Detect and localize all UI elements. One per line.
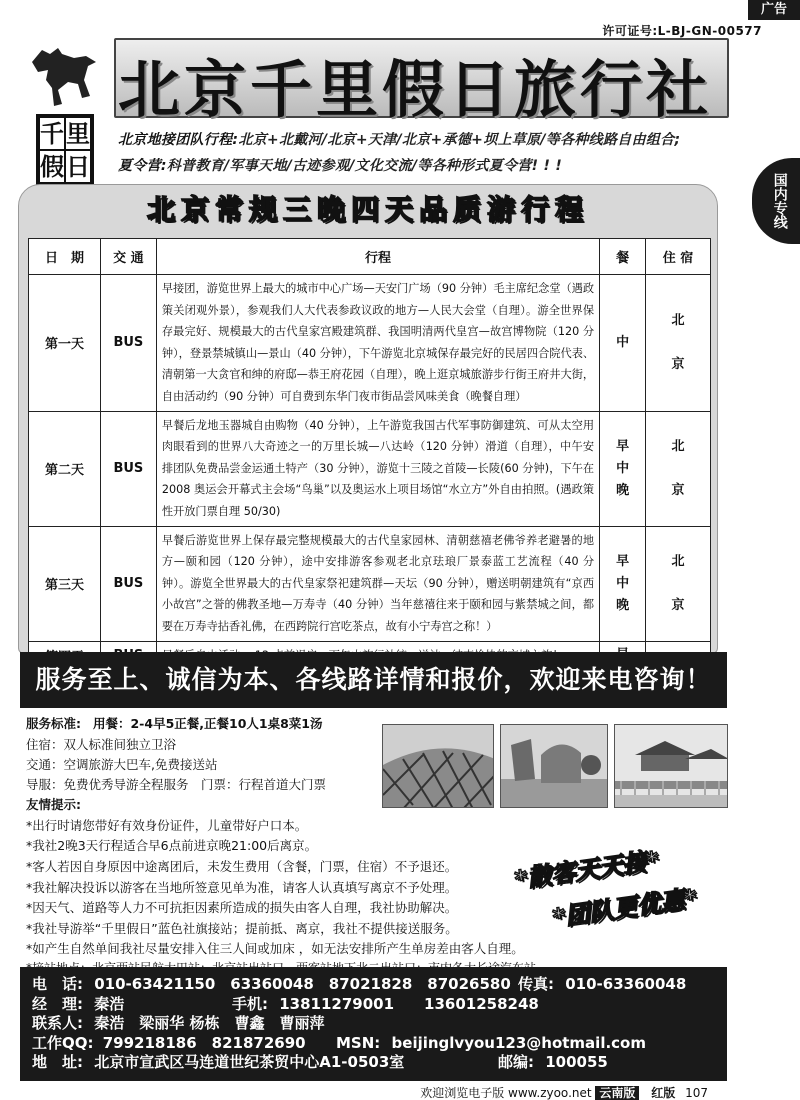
service-guide: 导服：免费优秀导游全程服务 门票：行程首道大门票 [26, 777, 327, 792]
footer-edition: 红版 [651, 1086, 676, 1100]
meals-cell: 早 中 晚 [600, 526, 646, 641]
ruins-photo [500, 724, 608, 808]
list-item: *我社导游举“千里假日”蓝色社旗接站；提前抵、离京，我社不提供接送服务。 [26, 921, 458, 936]
footer-browse-link[interactable]: 欢迎浏览电子版 www.zyoo.net [420, 1086, 592, 1100]
lodging-cell: 北 京 [646, 411, 711, 526]
day-cell: 第三天 [29, 526, 101, 641]
local-tour-routes: 北京+北戴河/北京+天津/北京+承德+坝上草原/等各种线路自由组合; [238, 132, 681, 148]
summer-camp-line [118, 155, 562, 175]
ad-tag: 广告 [748, 0, 800, 20]
header-transport: 交 通 [100, 239, 156, 275]
service-transport: 交通：空调旅游大巴车,免费接送站 [26, 757, 218, 772]
service-meal: 用餐：2-4早5正餐,正餐10人1桌8菜1汤 [92, 716, 323, 731]
logo-characters [36, 114, 94, 186]
stamp-daily-departure: *散客天天接* [513, 846, 661, 894]
service-lodging: 住宿：双人标准间独立卫浴 [26, 737, 177, 752]
local-tour-label: 北京地接团队行程: [118, 132, 239, 148]
contact-person-label: 联系人: [32, 1014, 83, 1032]
phone-numbers: 010-63421150 63360048 87021828 87026580 [94, 975, 511, 993]
table-row [29, 411, 711, 526]
table-header-row [29, 239, 711, 275]
address-label: 地 址: [32, 1053, 83, 1071]
day-cell: 第二天 [29, 411, 101, 526]
header-meals: 餐 [600, 239, 646, 275]
lodging-cell: 北 京 [646, 526, 711, 641]
mobile [232, 995, 539, 1015]
local-tour-line [118, 129, 680, 149]
zipcode-value: 100055 [545, 1053, 608, 1071]
company-logo [28, 40, 100, 188]
service-standard [26, 714, 323, 734]
zipcode [498, 1053, 608, 1073]
transport-cell: BUS [100, 526, 156, 641]
header-date: 日 期 [29, 239, 101, 275]
list-item: *我社解决投诉以游客在当地所签意见单为准，请客人认真填写离京不予处理。 [26, 880, 458, 895]
day-cell: 第一天 [29, 275, 101, 412]
palace-photo [614, 724, 728, 808]
transport-cell: BUS [100, 411, 156, 526]
list-item: *因天气、道路等人力不可抗拒因素所造成的损失由客人自理，我社协助解决。 [26, 900, 458, 915]
summer-camp-label: 夏令营: [118, 158, 167, 174]
list-item: *客人若因自身原因中途离团后，未发生费用（含餐，门票，住宿）不予退还。 [26, 859, 458, 874]
ruins-image [501, 725, 608, 808]
footer-region: 云南版 [595, 1086, 639, 1100]
photo-strip [382, 724, 728, 808]
itinerary-cell: 早接团，游览世界上最大的城市中心广场—天安门广场（90 分钟）毛主席纪念堂（遇政策关闭观外景），参观我们人大代表参政议政的地方—人民大会堂（自理）。游全世界保存最完好、规模最大的古代皇家宫殿建筑群、我国明清两代皇宫—故宫博物院（120 分钟），登景禁城镇山—景山（40 分钟），下午游览北京城保存最完好的民居四合院代表、清朝第一大贪官和绅的府邸—恭王府花园（自理），晚上逛京城旅游步行街王府井大街，自由活动约（90 分钟）可自费到东华门夜市街品尝风味美食（晚餐自理） [156, 275, 599, 412]
tips-label [26, 795, 81, 815]
logo-char: 日 [65, 150, 91, 183]
phone-label: 电 话: [32, 975, 83, 993]
manager-label: 经 理: [32, 994, 83, 1013]
msn [336, 1034, 646, 1054]
itinerary-cell: 早餐后游览世界上保存最完整规模最大的古代皇家园林、清朝慈禧老佛爷养老避暑的地方—颐和园（120 分钟），途中安排游客参观老北京珐琅厂景泰蓝工艺流程（40 分钟）。游览全世界最大的古代皇家祭祀建筑群—天坛（90 分钟），赠送明朝建筑有“京西小故宫”之誉的佛教圣地—万寿寺（40 分钟）当年慈禧往来于颐和园与紫禁城之间，都要在万寿寺拈香礼佛，在西跨院行宫吃茶点，故有小宁寿宫之称！） [156, 526, 599, 641]
qq-numbers: 799218186 821872690 [102, 1033, 306, 1052]
contact-person-names: 秦浩 梁丽华 杨栋 曹鑫 曹丽萍 [94, 1014, 325, 1032]
page-footer [420, 1084, 708, 1100]
summer-camp-types: 科普教育/军事天地/古迹参观/文化交流/等各种形式夏令营! ! ! [166, 158, 563, 174]
qq-label: 工作QQ: [32, 1033, 94, 1052]
msn-address[interactable]: beijinglvyou123@hotmail.com [391, 1033, 646, 1052]
logo-char: 千 [39, 117, 65, 150]
list-item: *如产生自然单间我社尽量安排入住三人间或加床 ，如无法安排所产生单房差由客人自理。 [26, 941, 524, 956]
logo-char: 假 [39, 150, 65, 183]
birds-nest-photo [382, 724, 494, 808]
contact-person-row [32, 1014, 715, 1034]
header-lodging: 住 宿 [646, 239, 711, 275]
mobile-numbers: 13811279001 13601258248 [279, 994, 539, 1013]
address-value: 北京市宣武区马连道世纪茶贸中心A1-0503室 [94, 1053, 405, 1071]
license-number: 许可证号:L-BJ-GN-00577 [602, 24, 762, 38]
im-row [32, 1034, 715, 1054]
phone-row [32, 975, 715, 995]
zipcode-label: 邮编: [498, 1053, 534, 1071]
meals-cell: 中 [600, 275, 646, 412]
table-row [29, 275, 711, 412]
company-name: 北京千里假日旅行社 [118, 53, 713, 126]
manager-row [32, 995, 715, 1015]
slogan-banner: 服务至上、诚信为本、各线路详情和报价，欢迎来电咨询！ [20, 652, 727, 708]
fax-number: 010-63360048 [565, 975, 687, 993]
horse-icon [28, 40, 100, 110]
itinerary-cell: 早餐后龙地玉器城自由购物（40 分钟），上午游览我国古代军事防御建筑、可从太空用肉眼看到的世界八大奇迹之一的万里长城—八达岭（120 分钟）滑道（自理），中午安排团队免费品尝金运通土特产（30 分钟），游览十三陵之首陵—长陵(60 分钟)，下午在 2008 奥运会开幕式主会场“鸟巢”以及奥运水上项目场馆“水立方”外自由拍照。(遇政策性开放门票自理 50/30) [156, 411, 599, 526]
header-itinerary: 行程 [156, 239, 599, 275]
birds-nest-image [383, 725, 494, 808]
itinerary-table [28, 238, 711, 670]
page-number: 107 [685, 1086, 708, 1100]
list-item: *我社2晚3天行程适合早6点前进京晚21:00后离京。 [26, 838, 318, 853]
msn-label: MSN: [336, 1033, 381, 1052]
mobile-label: 手机: [232, 994, 268, 1013]
manager-name: 秦浩 [94, 994, 125, 1013]
itinerary-title: 北京常规三晚四天品质游行程 [146, 193, 589, 226]
logo-char: 里 [65, 117, 91, 150]
contact-block [20, 967, 727, 1081]
transport-cell: BUS [100, 275, 156, 412]
palace-image [615, 725, 728, 808]
fax-label: 传真: [518, 975, 554, 993]
table-row [29, 526, 711, 641]
address-row [32, 1053, 715, 1073]
domestic-route-tab: 国内专线 [752, 158, 800, 244]
tips-heading: 友情提示: [26, 797, 81, 812]
fax [518, 975, 686, 995]
stamp-group-discount: *团队更优惠* [551, 884, 699, 932]
service-label: 服务标准: [26, 716, 81, 731]
list-item: *出行时请您带好有效身份证件，儿童带好户口本。 [26, 818, 308, 833]
lodging-cell: 北 京 [646, 275, 711, 412]
meals-cell: 早 中 晚 [600, 411, 646, 526]
